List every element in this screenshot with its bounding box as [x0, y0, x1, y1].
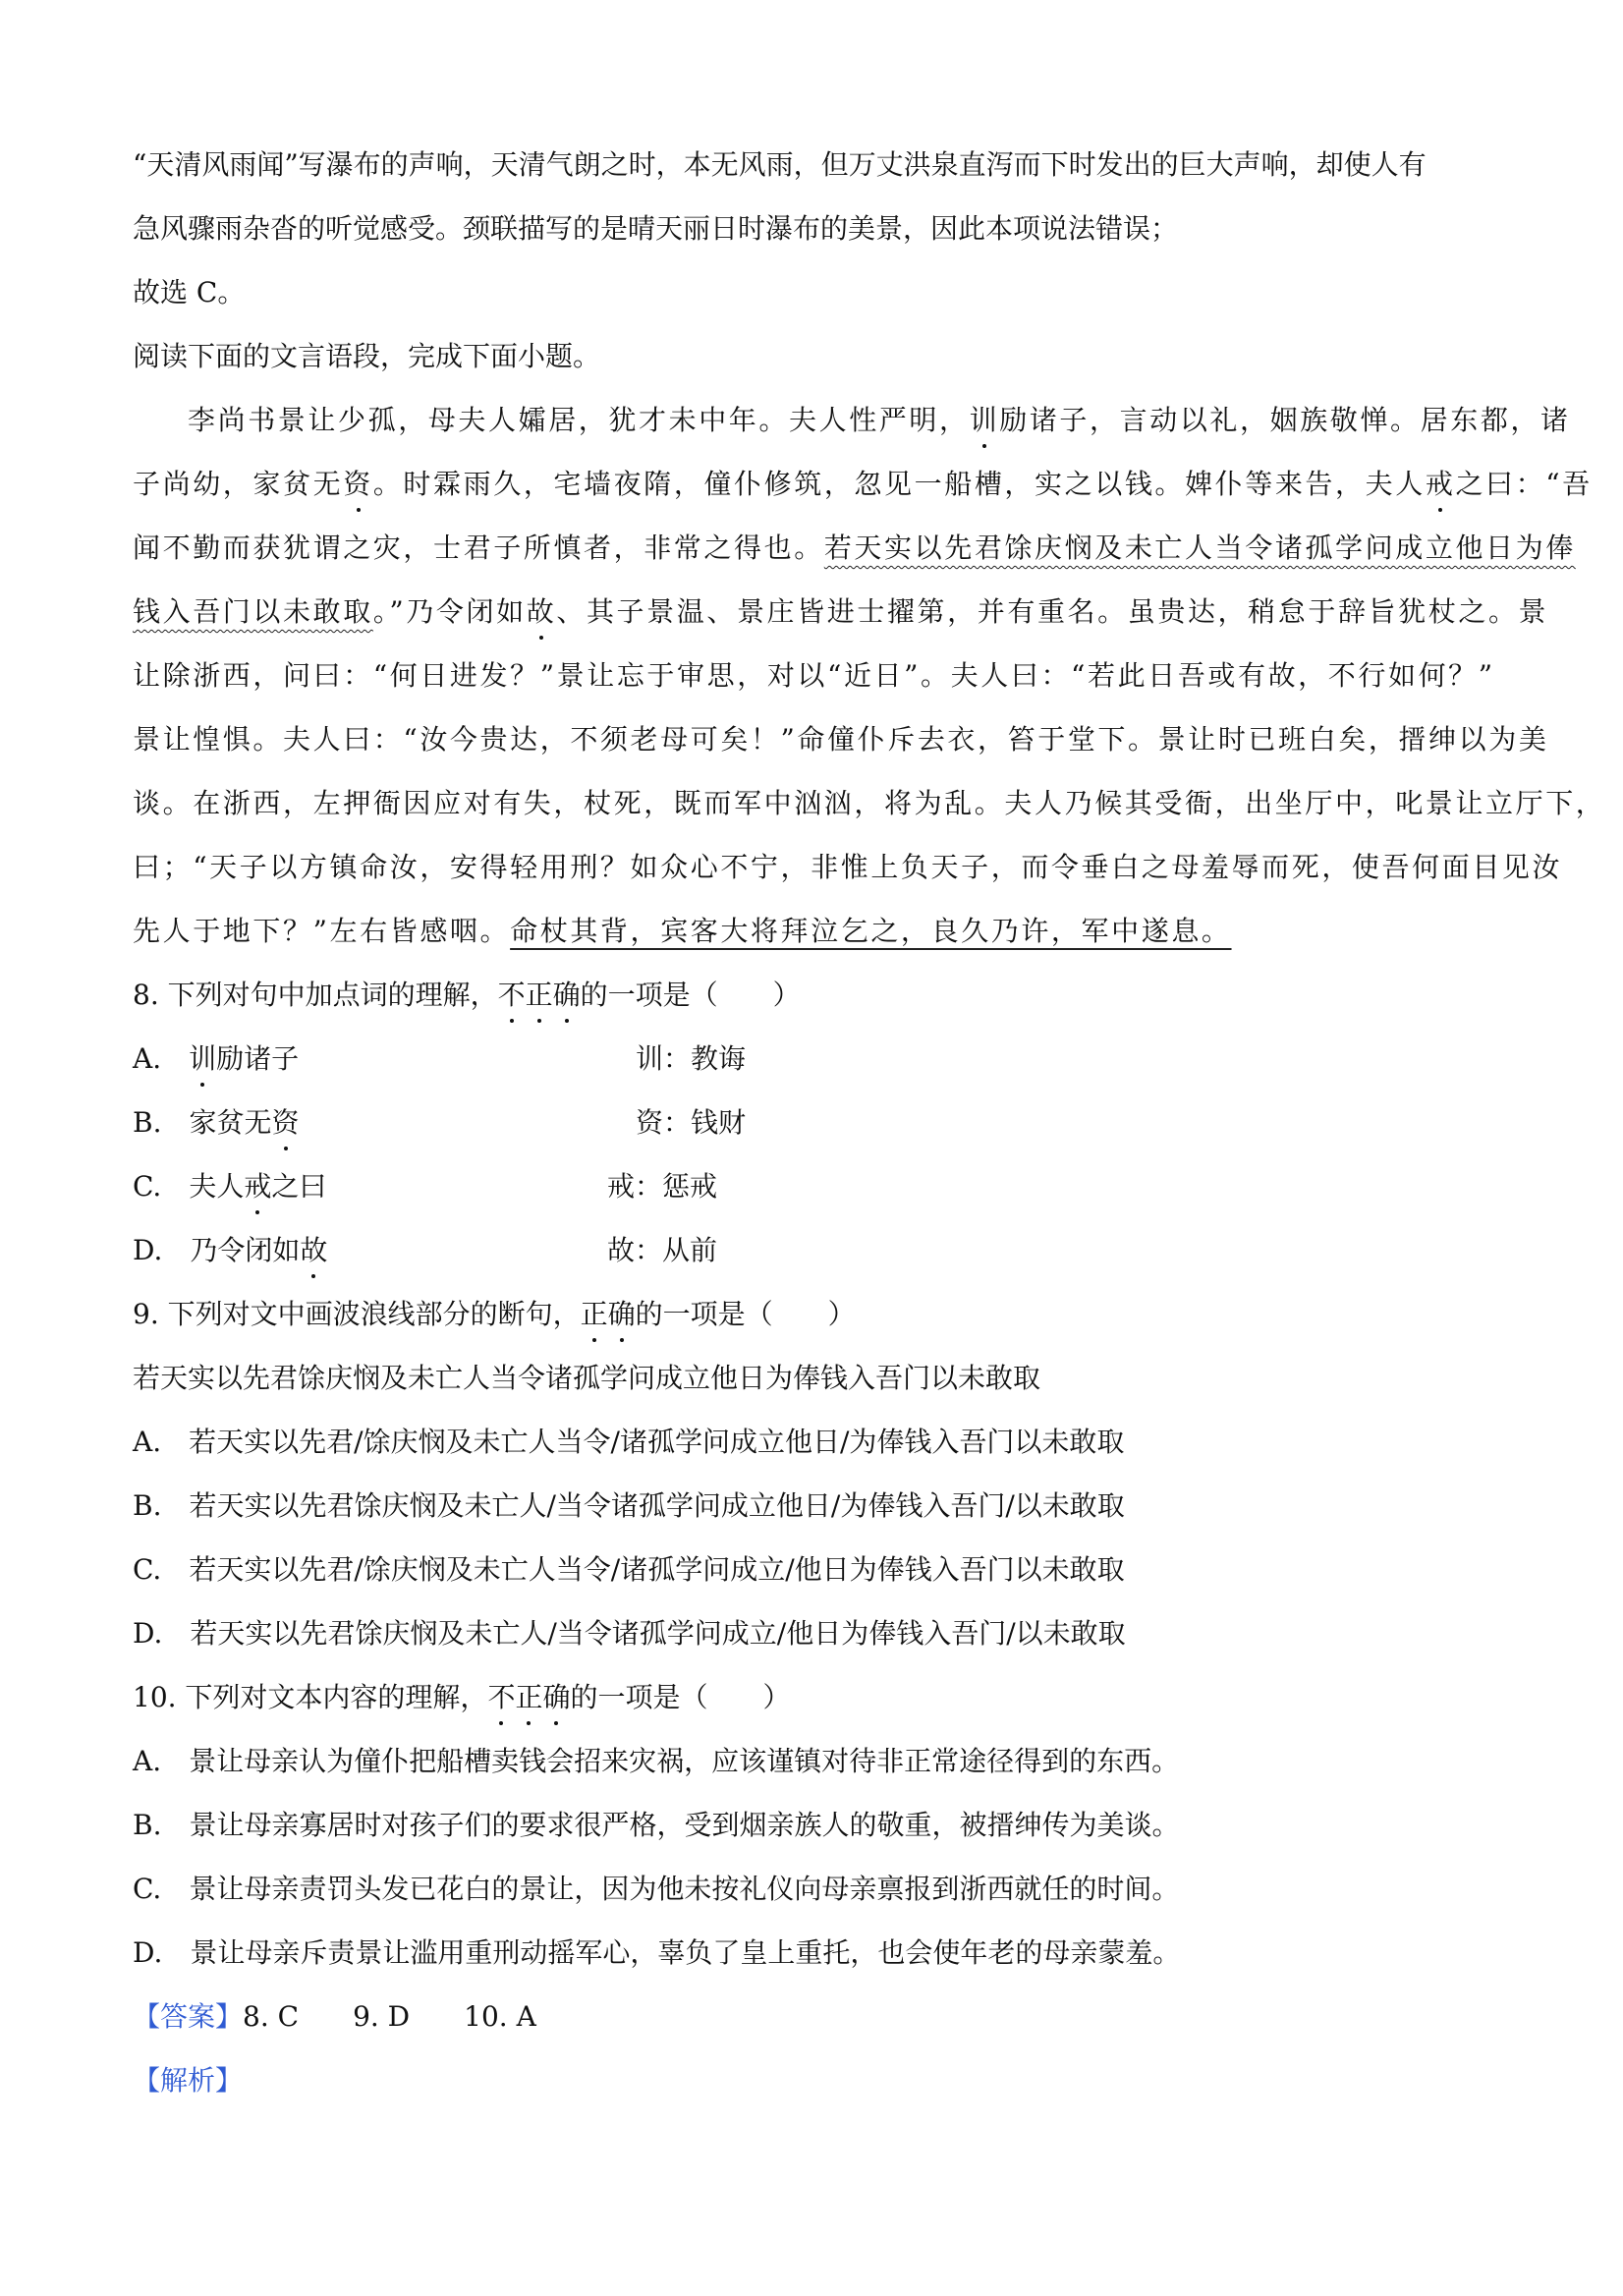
stem-text: 的一项是（ ）	[570, 1681, 791, 1713]
dotted-word: 正	[515, 1665, 542, 1729]
prev-answer-line: 故选 C。	[133, 276, 246, 308]
question-10-option-b: B. 景让母亲寡居时对孩子们的要求很严格，受到烟亲族人的敬重，被搢绅传为美谈。	[133, 1809, 1180, 1841]
question-10-option-d: D. 景让母亲斥责景让滥用重刑动摇军心，辜负了皇上重托，也会使年老的母亲蒙羞。	[133, 1936, 1181, 1969]
passage-text: 李尚书景让少孤，母夫人孀居，犹才未中年。夫人性严明，	[188, 404, 970, 436]
answer-8: 8. C	[243, 2000, 300, 2033]
stem-text: 的一项是（ ）	[635, 1298, 856, 1330]
dotted-word: 确	[542, 1665, 570, 1729]
dotted-word: 故	[527, 580, 557, 644]
dotted-word: 确	[553, 963, 581, 1027]
passage-text: 。”乃令闭如	[372, 595, 527, 628]
passage-line	[133, 516, 1576, 580]
passage-text: 子尚幼，家贫无	[133, 468, 344, 500]
passage-line: 曰；“天子以方镇命汝，安得轻用刑？如众心不宁，非惟上负天子，而令垂白之母羞辱而死，使吾何面目见汝	[133, 851, 1563, 883]
dotted-word: 训	[970, 388, 1000, 452]
stem-text: 的一项是（ ）	[580, 979, 801, 1011]
dotted-word: 训	[189, 1027, 216, 1091]
dotted-word: 资	[343, 452, 373, 516]
passage-text: 励诸子，言动以礼，姻族敬惮。居东都，诸	[999, 404, 1571, 436]
question-8-stem	[133, 963, 1508, 1027]
dotted-word: 正	[526, 963, 553, 1027]
stem-text: 9. 下列对文中画波浪线部分的断句，	[133, 1298, 581, 1330]
option-term: 家贫无	[189, 1106, 272, 1139]
passage-line: 景让惶惧。夫人曰：“汝今贵达，不须老母可矣！”命僮仆斥去衣，笞于堂下。景让时已班白矣，搢绅以为美	[133, 723, 1549, 756]
stem-text: 10. 下列对文本内容的理解，	[133, 1681, 488, 1713]
analysis-label-text: 【解析】	[133, 2064, 244, 2097]
question-9-option-c: C. 若天实以先君/馀庆悯及未亡人当令/诸孤学问成立/他日为俸钱入吾门以未敢取	[133, 1553, 1125, 1586]
question-9-stem	[133, 1282, 1508, 1346]
option-label: B.	[133, 1106, 162, 1139]
document-page	[133, 133, 1606, 2112]
answer-10: 10. A	[464, 2000, 536, 2033]
wavy-underlined-text: 钱入吾门以未敢取	[133, 595, 373, 628]
answer-9: 9. D	[353, 2000, 411, 2033]
question-8-option-c	[133, 1154, 1508, 1218]
option-label: D.	[133, 1234, 163, 1266]
dotted-word: 不	[498, 963, 526, 1027]
question-8-option-a	[133, 1027, 1508, 1091]
solid-underlined-text: 命杖其背，宾客大将拜泣乞之，良久乃许，军中遂息。	[510, 915, 1232, 947]
passage-line	[133, 452, 1593, 516]
passage-text: 闻不勤而获犹谓之灾，士君子所慎者，非常之得也。	[133, 532, 824, 564]
dotted-word: 确	[608, 1282, 636, 1346]
option-term: 励诸子	[216, 1042, 300, 1075]
question-8-option-b	[133, 1091, 1508, 1154]
option-term: 夫人	[189, 1170, 245, 1203]
question-10-option-a: A. 景让母亲认为僮仆把船槽卖钱会招来灾祸，应该谨镇对待非正常途径得到的东西。	[133, 1745, 1180, 1777]
prev-analysis-line-2: 急风骤雨杂沓的听觉感受。颈联描写的是晴天丽日时瀑布的美景，因此本项说法错误；	[133, 212, 1179, 245]
option-label: A.	[133, 1042, 162, 1075]
question-9-sentence: 若天实以先君馀庆悯及未亡人当令诸孤学问成立他日为俸钱入吾门以未敢取	[133, 1362, 1041, 1394]
option-definition: 故：从前	[607, 1234, 718, 1266]
analysis-label	[133, 2048, 1508, 2112]
passage-line	[133, 899, 1508, 963]
prev-analysis-line-1: “天清风雨闻”写瀑布的声响，天清气朗之时，本无风雨，但万丈洪泉直泻而下时发出的巨大声响，却使人有	[133, 148, 1427, 181]
dotted-word: 故	[300, 1218, 327, 1282]
reading-instruction: 阅读下面的文言语段，完成下面小题。	[133, 340, 601, 372]
dotted-word: 正	[581, 1282, 608, 1346]
passage-line	[133, 580, 1549, 644]
option-definition: 戒：惩戒	[607, 1170, 718, 1203]
dotted-word: 戒	[1426, 452, 1456, 516]
question-9-option-a: A. 若天实以先君/馀庆悯及未亡人当令/诸孤学问成立他日/为俸钱入吾门以未敢取	[133, 1426, 1125, 1458]
wavy-underlined-text: 若天实以先君馀庆悯及未亡人当令诸孤学问成立他日为俸	[823, 532, 1576, 564]
classical-passage	[133, 388, 1606, 963]
passage-text: 之曰：“吾	[1455, 468, 1593, 500]
question-9-option-b: B. 若天实以先君馀庆悯及未亡人/当令诸孤学问成立他日/为俸钱入吾门/以未敢取	[133, 1489, 1125, 1522]
passage-line	[133, 388, 1571, 452]
dotted-word: 戒	[244, 1154, 271, 1218]
passage-line: 谈。在浙西，左押衙因应对有失，杖死，既而军中汹汹，将为乱。夫人乃候其受衙，出坐厅中，叱景让立厅下，	[133, 787, 1606, 819]
dotted-word: 资	[272, 1091, 300, 1154]
passage-line: 让除浙西，问曰：“何日进发？”景让忘于审思，对以“近日”。夫人曰：“若此日吾或有故，不行如何？”	[133, 659, 1495, 692]
question-10-stem	[133, 1665, 1508, 1729]
question-10-option-c: C. 景让母亲责罚头发已花白的景让，因为他未按礼仪向母亲禀报到浙西就任的时间。	[133, 1873, 1180, 1905]
answer-line	[133, 1985, 1508, 2048]
question-8-option-d	[133, 1218, 1508, 1282]
passage-text: 、其子景温、景庄皆进士擢第，并有重名。虽贵达，稍怠于辞旨犹杖之。景	[556, 595, 1549, 628]
dotted-word: 不	[487, 1665, 515, 1729]
passage-text: 。时霖雨久，宅墙夜隋，僮仆修筑，忽见一船槽，实之以钱。婢仆等来告，夫人	[372, 468, 1426, 500]
question-9-option-d: D. 若天实以先君馀庆悯及未亡人/当令诸孤学问成立/他日为俸钱入吾门/以未敢取	[133, 1617, 1126, 1650]
option-definition: 训：教诲	[636, 1042, 747, 1075]
passage-text: 先人于地下？”左右皆感咽。	[133, 915, 511, 947]
option-term: 乃令闭如	[190, 1234, 301, 1266]
option-label: C.	[133, 1170, 162, 1203]
answer-label: 【答案】	[133, 2000, 244, 2033]
stem-text: 8. 下列对句中加点词的理解，	[133, 979, 498, 1011]
option-term: 之曰	[271, 1170, 327, 1203]
option-definition: 资：钱财	[636, 1106, 747, 1139]
